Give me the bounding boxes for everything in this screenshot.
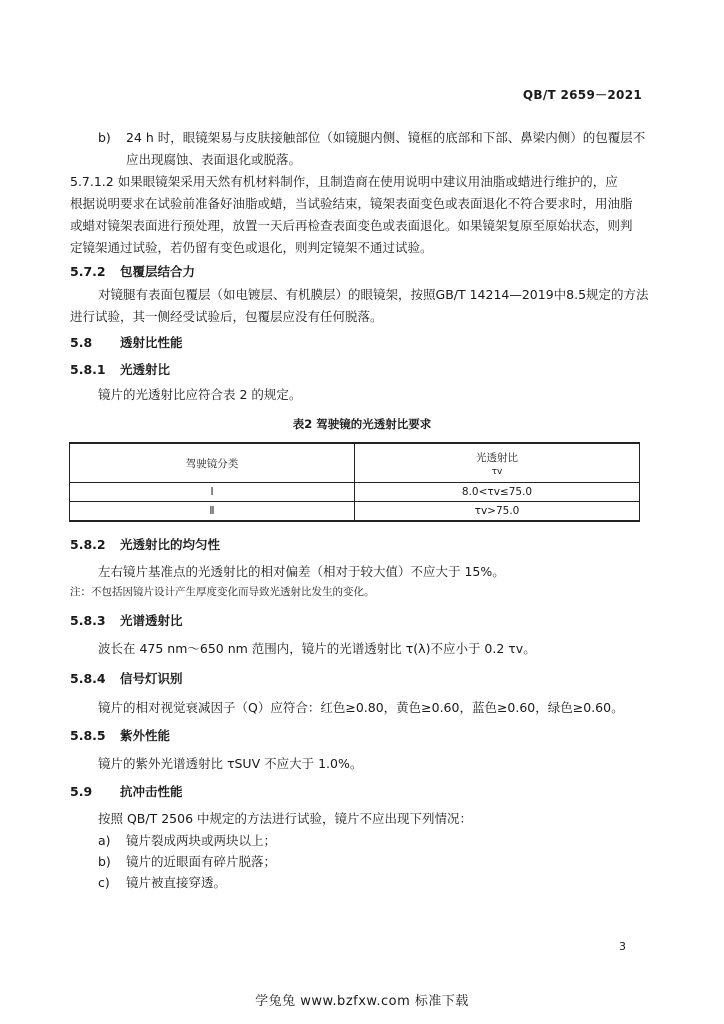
- transmittance-table: [69, 442, 640, 522]
- list-marker: a): [98, 833, 111, 848]
- watermark-footer: 学兔兔 www.bzfxw.com 标准下载: [255, 994, 469, 1009]
- list-marker: b): [98, 130, 111, 145]
- section-title: 透射比性能: [120, 335, 183, 350]
- section-title: 光透射比的均匀性: [120, 537, 221, 552]
- section-number: 5.9: [70, 784, 93, 799]
- page-number: 3: [619, 940, 626, 953]
- section-heading-5-7-2: [70, 262, 195, 280]
- section-heading-5-8-2: [70, 535, 220, 553]
- section-heading-5-9: [70, 782, 183, 800]
- clause-5-8-1-text: 镜片的光透射比应符合表 2 的规定。: [98, 387, 302, 402]
- table-row: [70, 502, 640, 522]
- table-caption: 表2 驾驶镜的光透射比要求: [292, 417, 432, 431]
- column-header-classification: 驾驶镜分类: [70, 443, 355, 483]
- column-header-symbol: τv: [491, 466, 503, 477]
- table-cell-class: Ⅱ: [70, 502, 355, 522]
- column-header-transmittance: [355, 443, 640, 483]
- section-heading-5-8-5: [70, 726, 170, 744]
- clause-5-8-5-text: 镜片的紫外光谱透射比 τSUV 不应大于 1.0%。: [98, 756, 363, 771]
- table-cell-value: τv>75.0: [355, 502, 640, 522]
- section-heading-5-8: [70, 333, 183, 351]
- clause-5-7-1-2-line-1: 5.7.1.2 如果眼镜架采用天然有机材料制作，且制造商在使用说明中建议用油脂或蜡进行维护的，应: [70, 174, 618, 189]
- section-heading-5-8-3: [70, 611, 183, 629]
- table-header-row: [70, 443, 640, 483]
- section-number: 5.8: [70, 335, 93, 350]
- clause-5-8-2-text: 左右镜片基准点的光透射比的相对偏差（相对于较大值）不应大于 15%。: [98, 564, 505, 579]
- section-heading-5-8-4: [70, 669, 183, 687]
- list-item-c: [98, 872, 226, 894]
- list-item-a: [98, 830, 276, 852]
- section-number: 5.8.3: [70, 613, 106, 628]
- table-cell-class: Ⅰ: [70, 483, 355, 502]
- list-item-b: [98, 851, 276, 873]
- clause-5-7-2-line-2: 进行试验，其一侧经受试验后，包覆层应没有任何脱落。: [70, 309, 383, 324]
- list-item-text: 镜片的近眼面有碎片脱落；: [126, 854, 277, 869]
- section-title: 光透射比: [120, 362, 171, 377]
- clause-5-9-intro: 按照 QB/T 2506 中规定的方法进行试验，镜片不应出现下列情况：: [98, 811, 472, 826]
- section-number: 5.7.2: [70, 264, 106, 279]
- section-title: 光谱透射比: [120, 613, 183, 628]
- list-marker: b): [98, 854, 111, 869]
- list-item-b: [98, 127, 645, 149]
- section-title: 紫外性能: [120, 728, 171, 743]
- section-heading-5-8-1: [70, 360, 170, 378]
- section-number: 5.8.1: [70, 362, 106, 377]
- standard-code: QB/T 2659－2021: [522, 88, 642, 102]
- clause-5-8-4-text: 镜片的相对视觉衰减因子（Q）应符合：红色≥0.80，黄色≥0.60，蓝色≥0.60，绿色≥0.60。: [98, 700, 624, 715]
- clause-5-7-1-2-line-3: 或蜡对镜架表面进行预处理，放置一天后再检查表面变色或表面退化。如果镜架复原至原始状态，则判: [70, 218, 633, 233]
- clause-5-7-2-line-1: 对镜腿有表面包覆层（如电镀层、有机膜层）的眼镜架，按照GB/T 14214—2019中8.5规定的方法: [98, 287, 649, 302]
- section-number: 5.8.2: [70, 537, 106, 552]
- section-number: 5.8.4: [70, 671, 106, 686]
- table-row: [70, 483, 640, 502]
- clause-5-7-1-2-line-4: 定镜架通过试验，若仍留有变色或退化，则判定镜架不通过试验。: [70, 240, 433, 255]
- clause-5-7-1-2-line-2: 根据说明要求在试验前准备好油脂或蜡，当试验结束，镜架表面变色或表面退化不符合要求时，用油脂: [70, 196, 633, 211]
- clause-5-8-3-text: 波长在 475 nm～650 nm 范围内，镜片的光谱透射比 τ(λ)不应小于 0.2 τv。: [98, 641, 536, 656]
- list-item-b-continuation: 应出现腐蚀、表面退化或脱落。: [126, 152, 302, 167]
- section-title: 信号灯识别: [120, 671, 183, 686]
- note: 注：不包括因镜片设计产生厚度变化而导致光透射比发生的变化。: [70, 586, 375, 598]
- list-item-text: 24 h 时，眼镜架易与皮肤接触部位（如镜腿内侧、镜框的底部和下部、鼻梁内侧）的包覆层不: [126, 130, 646, 145]
- list-item-text: 镜片被直接穿透。: [126, 875, 227, 890]
- section-title: 包覆层结合力: [120, 264, 196, 279]
- column-header-label: 光透射比: [476, 451, 518, 464]
- list-marker: c): [98, 875, 110, 890]
- section-number: 5.8.5: [70, 728, 106, 743]
- section-title: 抗冲击性能: [120, 784, 183, 799]
- list-item-text: 镜片裂成两块或两块以上；: [126, 833, 277, 848]
- table-cell-value: 8.0<τv≤75.0: [355, 483, 640, 502]
